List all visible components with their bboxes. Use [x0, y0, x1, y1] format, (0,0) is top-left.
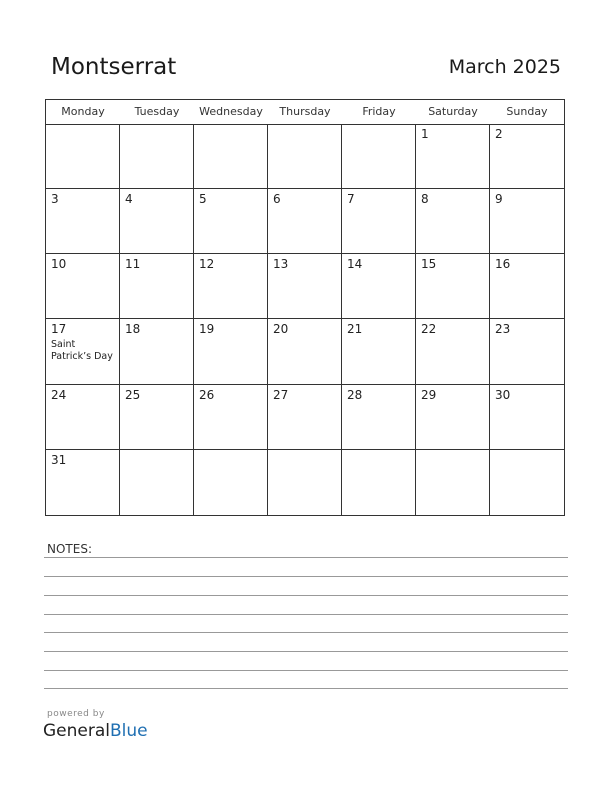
- day-cell: [268, 450, 342, 515]
- day-number: 29: [421, 387, 437, 402]
- weekday-header-row: [46, 100, 564, 125]
- weekday-tuesday: Tuesday: [134, 105, 180, 118]
- calendar-grid: [45, 99, 565, 516]
- day-number: 16: [495, 257, 511, 272]
- day-number: 8: [421, 192, 429, 207]
- day-cell: [194, 450, 268, 515]
- notes-line: [44, 614, 568, 615]
- weekday-sunday: Sunday: [506, 105, 548, 118]
- day-number: 30: [495, 387, 511, 402]
- day-cell: [490, 319, 564, 384]
- day-number: 26: [199, 387, 215, 402]
- notes-label: NOTES:: [47, 542, 92, 556]
- day-cell: [342, 189, 416, 254]
- day-number: 7: [347, 192, 355, 207]
- day-number: 17: [51, 322, 67, 337]
- day-number: 12: [199, 257, 215, 272]
- day-cell: [46, 319, 120, 384]
- day-cell: [490, 189, 564, 254]
- day-cell: [490, 124, 564, 189]
- day-number: 15: [421, 257, 437, 272]
- weekday-friday: Friday: [362, 105, 396, 118]
- day-cell: [416, 319, 490, 384]
- day-cell: [342, 254, 416, 319]
- weekday-monday: Monday: [61, 105, 105, 118]
- day-number: 24: [51, 387, 67, 402]
- day-number: 9: [495, 192, 503, 207]
- day-cell: [120, 254, 194, 319]
- calendar-title: Montserrat: [51, 54, 177, 80]
- day-number: 25: [125, 387, 141, 402]
- day-number: 31: [51, 452, 67, 467]
- day-cell: [120, 124, 194, 189]
- day-cell: [194, 319, 268, 384]
- notes-line: [44, 595, 568, 596]
- day-cell: [342, 124, 416, 189]
- day-cell: [120, 189, 194, 254]
- day-number: 28: [347, 387, 363, 402]
- day-number: 3: [51, 192, 59, 207]
- day-number: 1: [421, 127, 429, 141]
- day-number: 22: [421, 322, 437, 337]
- day-number: 19: [199, 322, 215, 337]
- brand-blue: Blue: [110, 721, 148, 741]
- weekday-saturday: Saturday: [428, 105, 478, 118]
- day-cell: [416, 124, 490, 189]
- notes-line: [44, 688, 568, 689]
- day-cell: [194, 385, 268, 450]
- day-cell: [342, 450, 416, 515]
- day-cell: [46, 450, 120, 515]
- day-cell: [46, 189, 120, 254]
- notes-line: [44, 557, 568, 558]
- day-cell: [416, 450, 490, 515]
- day-cell: [194, 189, 268, 254]
- brand-general: General: [43, 721, 110, 741]
- notes-line: [44, 632, 568, 633]
- day-number: 10: [51, 257, 67, 272]
- day-cell: [194, 254, 268, 319]
- day-number: 4: [125, 192, 133, 207]
- day-cell: [268, 385, 342, 450]
- day-number: 13: [273, 257, 289, 272]
- calendar-month: March 2025: [448, 56, 561, 78]
- notes-line: [44, 651, 568, 652]
- day-cell: [268, 254, 342, 319]
- day-cell: [416, 254, 490, 319]
- day-cell: [120, 385, 194, 450]
- day-cell: [416, 189, 490, 254]
- day-cell: [490, 254, 564, 319]
- brand-logo: [43, 721, 148, 741]
- day-cell: [120, 450, 194, 515]
- day-cell: [268, 189, 342, 254]
- day-cell: [46, 385, 120, 450]
- day-cell: [268, 124, 342, 189]
- notes-line: [44, 670, 568, 671]
- notes-line: [44, 576, 568, 577]
- day-number: 6: [273, 192, 281, 207]
- day-cell: [490, 385, 564, 450]
- powered-by-text: powered by: [47, 709, 105, 719]
- day-number: 27: [273, 387, 289, 402]
- day-number: 20: [273, 322, 289, 337]
- day-cell: [268, 319, 342, 384]
- day-cell: [342, 319, 416, 384]
- day-cell: [120, 319, 194, 384]
- day-number: 21: [347, 322, 363, 337]
- weekday-thursday: Thursday: [279, 105, 331, 118]
- day-cells: [46, 124, 564, 515]
- day-cell: [490, 450, 564, 515]
- day-number: 5: [199, 192, 207, 207]
- day-cell: [46, 124, 120, 189]
- day-number: 23: [495, 322, 511, 337]
- day-cell: [416, 385, 490, 450]
- day-number: 18: [125, 322, 141, 337]
- day-cell: [46, 254, 120, 319]
- day-cell: [194, 124, 268, 189]
- weekday-wednesday: Wednesday: [199, 105, 263, 118]
- day-number: 11: [125, 257, 141, 272]
- day-cell: [342, 385, 416, 450]
- day-number: 14: [347, 257, 363, 272]
- day-number: 2: [495, 127, 503, 141]
- holiday-label: Saint Patrick’s Day: [51, 339, 113, 363]
